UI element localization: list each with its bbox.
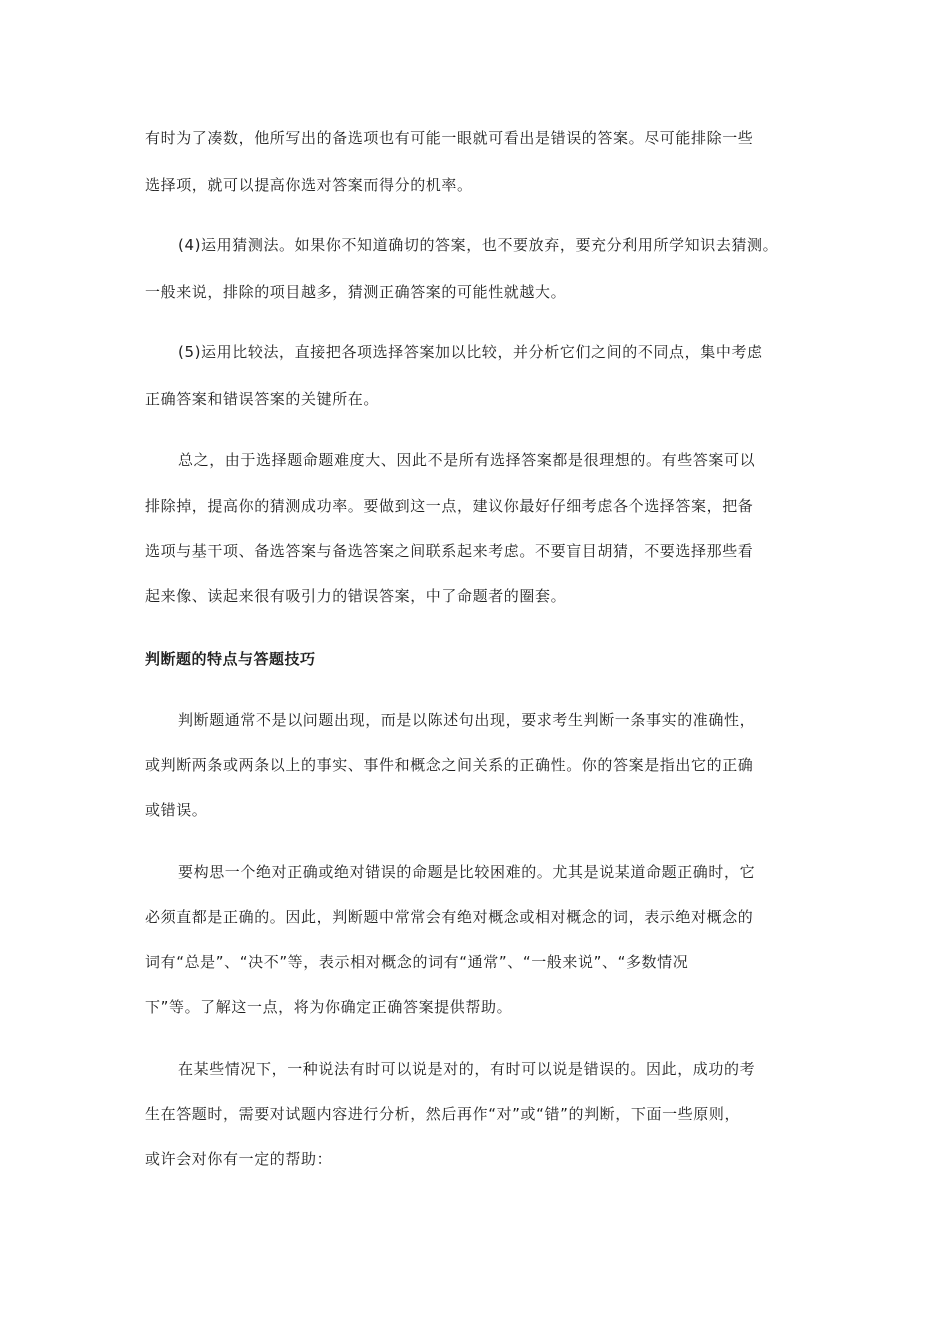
text-line: (5)运用比较法，直接把各项选择答案加以比较，并分析它们之间的不同点，集中考虑 <box>178 343 763 361</box>
text-line: 在某些情况下，一种说法有时可以说是对的，有时可以说是错误的。因此，成功的考 <box>178 1060 756 1078</box>
text-line: 正确答案和错误答案的关键所在。 <box>145 390 380 408</box>
text-line: 有时为了凑数，他所写出的备选项也有可能一眼就可看出是错误的答案。尽可能排除一些 <box>145 129 754 147</box>
text-line: 或许会对你有一定的帮助： <box>145 1150 333 1168</box>
text-line: 选项与基干项、备选答案与备选答案之间联系起来考虑。不要盲目胡猜，不要选择那些看 <box>145 542 754 560</box>
text-line: 或判断两条或两条以上的事实、事件和概念之间关系的正确性。你的答案是指出它的正确 <box>145 756 754 774</box>
text-line: 下”等。了解这一点，将为你确定正确答案提供帮助。 <box>145 998 513 1016</box>
text-line: 排除掉，提高你的猜测成功率。要做到这一点，建议你最好仔细考虑各个选择答案，把备 <box>145 497 754 515</box>
text-line: 判断题通常不是以问题出现，而是以陈述句出现，要求考生判断一条事实的准确性， <box>178 711 756 729</box>
text-line: (4)运用猜测法。如果你不知道确切的答案，也不要放弃，要充分利用所学知识去猜测。 <box>178 236 779 254</box>
text-line: 选择项，就可以提高你选对答案而得分的机率。 <box>145 176 473 194</box>
text-line: 要构思一个绝对正确或绝对错误的命题是比较困难的。尤其是说某道命题正确时，它 <box>178 863 756 881</box>
text-line: 一般来说，排除的项目越多，猜测正确答案的可能性就越大。 <box>145 283 567 301</box>
text-line: 生在答题时，需要对试题内容进行分析，然后再作“对”或“错”的判断，下面一些原则， <box>145 1105 741 1123</box>
text-line: 起来像、读起来很有吸引力的错误答案，中了命题者的圈套。 <box>145 587 567 605</box>
section-heading: 判断题的特点与答题技巧 <box>145 650 316 668</box>
text-line: 词有“总是”、“决不”等，表示相对概念的词有“通常”、“一般来说”、“多数情况 <box>145 953 689 971</box>
text-line: 总之，由于选择题命题难度大、因此不是所有选择答案都是很理想的。有些答案可以 <box>178 451 756 469</box>
text-line: 或错误。 <box>145 801 208 819</box>
text-line: 必须直都是正确的。因此，判断题中常常会有绝对概念或相对概念的词，表示绝对概念的 <box>145 908 754 926</box>
